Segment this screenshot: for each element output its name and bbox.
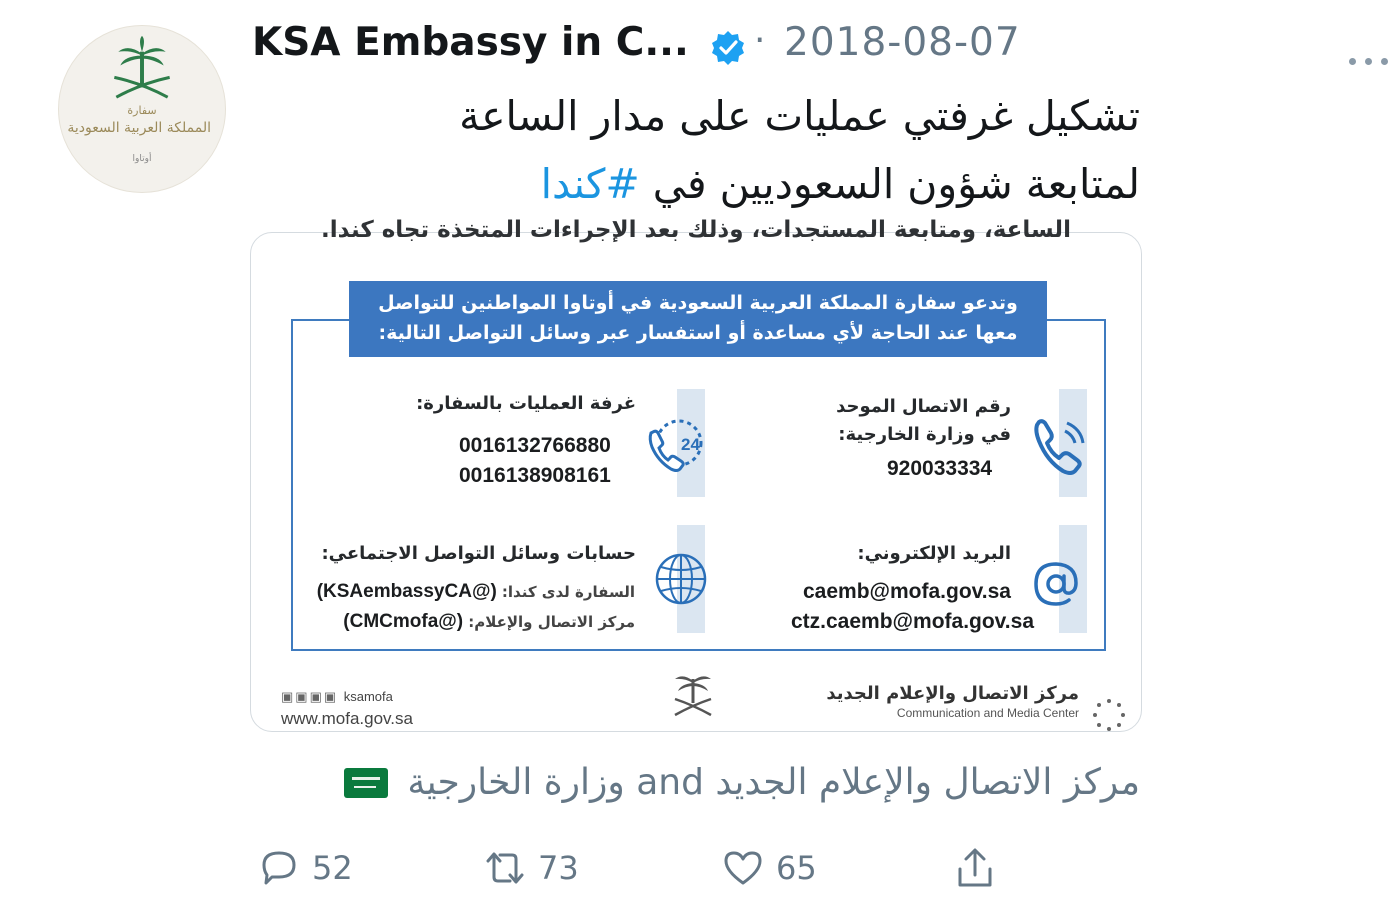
like-count: 65 [776, 849, 817, 887]
avatar-subtitle: المملكة العربية السعودية [67, 120, 211, 136]
avatar-city: أوتاوا [132, 154, 152, 164]
card-top-text: الساعة، ومتابعة المستجدات، وذلك بعد الإجراءات المتخذة تجاه كندا. [321, 217, 1071, 243]
media-caption [240, 762, 1140, 803]
reply-button[interactable] [256, 840, 353, 896]
tweet-date[interactable]: 2018-08-07 [784, 20, 1021, 65]
like-button[interactable] [720, 840, 817, 896]
media-card[interactable] [250, 217, 1142, 732]
ops-numbers [459, 431, 611, 491]
social-title: حسابات وسائل التواصل الاجتماعي: [321, 543, 636, 564]
ops-number-1: 0016132766880 [459, 434, 611, 457]
clock-24-label: 24 [681, 435, 700, 454]
unified-title-line2: في وزارة الخارجية: [838, 424, 1011, 445]
hashtag-link[interactable]: #كندا [540, 160, 640, 208]
verified-icon [710, 30, 746, 66]
avatar[interactable] [58, 25, 226, 193]
tweet-header [252, 18, 1152, 78]
retweet-button[interactable] [482, 840, 579, 896]
author-name[interactable]: KSA Embassy in C... [252, 20, 689, 65]
reply-icon [256, 845, 302, 891]
info-banner [349, 281, 1047, 357]
email-1: caemb@mofa.gov.sa [803, 580, 1011, 603]
ops-number-2: 0016138908161 [459, 464, 611, 487]
globe-icon [653, 551, 709, 607]
footer-site: www.mofa.gov.sa [281, 709, 413, 728]
unified-title [836, 393, 1011, 449]
separator-dot: · [754, 20, 766, 61]
tweet-text-line1: تشكيل غرفتي عمليات على مدار الساعة [459, 92, 1140, 140]
retweet-icon [482, 845, 528, 891]
tweet-text-line2: لمتابعة شؤون السعوديين في [639, 160, 1140, 208]
phone-icon [1029, 411, 1089, 481]
reply-count: 52 [312, 849, 353, 887]
email-title: البريد الإلكتروني: [857, 543, 1011, 564]
saudi-flag-icon [344, 768, 388, 798]
unified-title-line1: رقم الاتصال الموحد [836, 396, 1011, 417]
banner-line2: معها عند الحاجة لأي مساعدة أو استفسار عبر وسائل التواصل التالية: [378, 322, 1018, 344]
clock-24-icon [645, 413, 709, 477]
footer-handle: ksamofa [343, 689, 393, 704]
tweet-text [280, 82, 1140, 218]
social-icons: ▣▣▣▣ [281, 689, 344, 704]
social-label-1: السفارة لدى كندا: [501, 583, 635, 601]
email-2: ctz.caemb@mofa.gov.sa [791, 610, 1034, 633]
caption-text: مركز الاتصال والإعلام الجديد and وزارة الخارجية [407, 762, 1140, 803]
share-icon [952, 845, 998, 891]
more-icon[interactable] [1349, 58, 1389, 70]
banner-line1: وتدعو سفارة المملكة العربية السعودية في أوتاوا المواطنين للتواصل [378, 292, 1018, 314]
cmc-logo-icon [1089, 695, 1129, 735]
ops-title: غرفة العمليات بالسفارة: [416, 393, 636, 414]
at-icon [1031, 559, 1081, 609]
like-icon [720, 845, 766, 891]
unified-number: 920033334 [887, 457, 993, 480]
saudi-emblem-icon [663, 669, 723, 733]
retweet-count: 73 [538, 849, 579, 887]
tweet-actions [250, 840, 1010, 900]
social-list [299, 577, 635, 637]
social-handle-2: (@CMCmofa) [343, 611, 464, 632]
social-label-2: مركز الاتصال والإعلام: [468, 613, 635, 631]
share-button[interactable] [952, 840, 998, 896]
footer-brand [826, 683, 1079, 720]
footer-links [281, 689, 413, 729]
social-handle-1: (@KSAembassyCA) [316, 581, 497, 602]
footer-arabic: مركز الاتصال والإعلام الجديد [826, 683, 1079, 704]
avatar-title: سفارة [127, 104, 157, 117]
footer-english: Communication and Media Center [896, 706, 1079, 720]
email-list [791, 577, 1034, 637]
